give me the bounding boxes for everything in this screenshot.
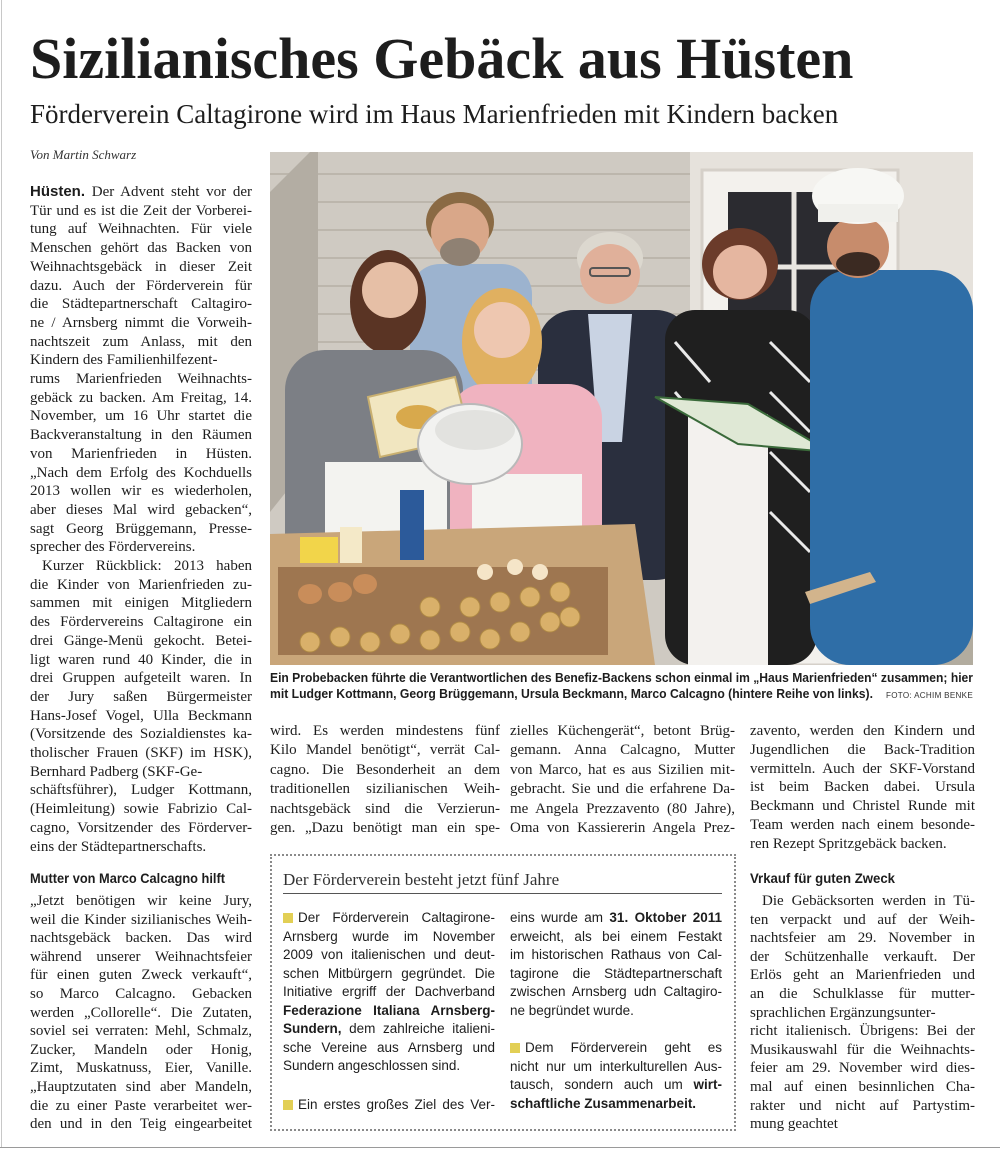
subhead-text: Mutter von Marco Calcagno hilft	[30, 871, 225, 886]
text-segment: gen. „Dazu benötigt man ein spe-	[270, 820, 500, 836]
photo-illustration	[270, 152, 973, 665]
text-segment: ren Rezept Spritzgebäck backen.	[750, 835, 947, 852]
text-line	[30, 651, 252, 670]
text-line	[750, 1059, 975, 1078]
text-line	[750, 985, 975, 1004]
text-segment: sagt Georg Brüggemann, Presse-	[30, 520, 252, 537]
text-segment: Hans-Josef Vogel, Ulla Beckmann	[30, 707, 252, 724]
text-line	[270, 761, 500, 780]
text-segment: von Marco, hat es aus Sizilien mit-	[510, 761, 735, 778]
byline	[30, 146, 136, 164]
text-line	[30, 594, 252, 613]
text-segment: Backveranstaltung in den Räumen	[30, 427, 252, 444]
text-segment: dem zahlreiche italieni-	[341, 1021, 495, 1036]
text-line	[750, 835, 947, 854]
text-segment: die zu einer Paste verarbeitet wer-	[30, 1097, 252, 1114]
text-line	[30, 763, 202, 782]
text-line	[30, 314, 252, 333]
text-line	[510, 1039, 722, 1058]
text-segment: „Hauptzutaten sind aber Mandeln,	[30, 1079, 252, 1095]
headline	[30, 28, 853, 90]
text-segment: Initiative ergriff der Dachverband	[283, 984, 495, 999]
text-segment: schen Mitbürgern gegründet. Die	[283, 965, 495, 981]
photo-caption-line-2	[270, 686, 889, 702]
text-segment: gebäck zu backen. Am Freitag, 14.	[30, 389, 252, 406]
text-segment: aber dieses Mal wird gebacken“,	[30, 501, 252, 518]
text-segment: „Nach dem Erfolg des Kochduells	[30, 464, 252, 481]
text-segment: (Heimleitung) sowie Fabrizio Cal-	[30, 801, 252, 818]
text-segment: Zucker, Mandeln oder Honig,	[30, 1041, 252, 1058]
text-line	[30, 538, 195, 557]
text-segment: ne / Arnsberg nimmt die Vorweih-	[30, 314, 252, 331]
text-line	[750, 1078, 975, 1097]
bold-text: wirt-	[693, 1077, 722, 1092]
text-segment: cagno, Vorsitzender des Förderver-	[30, 819, 252, 836]
text-line	[30, 1078, 252, 1097]
text-segment: Oma von Kassiererin Angela Prez-	[510, 820, 735, 836]
text-segment: im historischen Rathaus von Cal-	[510, 947, 722, 962]
bold-text: schaftliche Zusammenarbeit.	[510, 1095, 697, 1111]
text-segment: ten verpackt und auf der Weih-	[750, 911, 975, 928]
text-line	[270, 780, 500, 799]
text-line	[510, 741, 735, 760]
text-segment: soviel sei verraten: Mehl, Schmalz,	[30, 1023, 252, 1040]
text-segment: Der Advent steht vor der	[85, 184, 252, 200]
text-line	[30, 426, 252, 445]
text-segment: eins wurde am	[510, 910, 610, 925]
text-line	[30, 351, 217, 370]
text-line	[30, 220, 252, 239]
text-line	[283, 909, 495, 928]
text-line	[30, 183, 252, 202]
text-segment: sprecher des Fördervereins.	[30, 539, 196, 556]
text-line	[30, 464, 252, 483]
text-line	[510, 983, 722, 1002]
bold-text: Federazione Italiana Arnsberg-	[283, 1002, 495, 1018]
subtitle-text: Förderverein Caltagirone wird im Haus Marienfrieden mit Kindern backen	[30, 99, 839, 129]
text-segment: der Schützenhalle verkauft. Der	[750, 948, 975, 965]
text-segment: ligt waren rund 40 Kinder, die in	[30, 651, 252, 668]
bullet-square	[283, 1100, 293, 1110]
text-line	[510, 946, 722, 965]
text-line	[750, 760, 975, 779]
byline-text: Von Martin Schwarz	[30, 147, 137, 162]
text-line	[283, 1057, 460, 1076]
text-line	[30, 1059, 252, 1078]
text-line	[30, 520, 252, 539]
text-line	[510, 1076, 722, 1095]
text-segment: tausch, sondern auch um	[510, 1077, 694, 1092]
text-segment: nicht nur um interkulturellen Aus-	[510, 1058, 722, 1074]
text-segment: Die Gebäcksorten werden in Tü-	[762, 893, 975, 909]
text-line	[510, 1095, 696, 1114]
text-line	[510, 819, 735, 838]
text-line	[30, 966, 252, 985]
text-segment: eins der Städtepartnerschafts.	[30, 838, 207, 855]
text-segment: von Marienfrieden in Hüsten.	[30, 445, 252, 462]
text-line	[30, 501, 252, 520]
text-line	[30, 202, 252, 221]
infobox-title	[283, 870, 559, 890]
text-line	[30, 389, 252, 408]
text-line	[30, 277, 252, 296]
text-segment: Dem Förderverein geht es	[525, 1040, 722, 1055]
text-line	[510, 909, 722, 928]
text-segment: dazu. Auch der Förderverein für	[30, 277, 252, 294]
text-line	[750, 1041, 975, 1060]
text-segment: Musikauswahl für die Weihnachts-	[750, 1041, 975, 1058]
text-line	[30, 819, 252, 838]
subtitle	[30, 98, 838, 130]
text-segment: mung geachtet	[750, 1116, 838, 1133]
text-segment: feier am 29. November wird dies-	[750, 1060, 975, 1077]
article-photo	[270, 152, 973, 665]
text-line	[283, 983, 495, 1002]
text-line	[510, 780, 735, 799]
subhead-mutter	[30, 870, 236, 888]
text-segment: Kurzer Rückblick: 2013 haben	[42, 558, 252, 574]
text-segment: Kindern des Familienhilfezent-	[30, 352, 218, 369]
text-line	[30, 1022, 252, 1041]
photo-credit	[886, 688, 977, 702]
text-line	[30, 258, 252, 277]
text-segment: ne begründet wurde.	[510, 1002, 634, 1018]
text-segment: Sundern angeschlossen sind.	[283, 1058, 461, 1073]
text-segment: Der Förderverein Caltagirone-	[298, 910, 495, 925]
text-line	[283, 1096, 495, 1115]
text-line	[270, 722, 500, 741]
text-segment: erweicht, als bei einem Festakt	[510, 928, 722, 944]
infobox-title-text: Der Förderverein besteht jetzt fünf Jahre	[283, 870, 560, 889]
text-line	[30, 557, 252, 576]
text-line	[270, 819, 500, 838]
text-segment: „Jetzt benötigen wir keine Jury,	[30, 893, 252, 909]
text-segment: rums Marienfrieden Weihnachts-	[30, 371, 252, 387]
infobox-title-rule	[283, 893, 722, 894]
text-segment: nachtsgebäck sind die Verzierun-	[270, 800, 500, 817]
text-line	[30, 576, 252, 595]
text-line	[750, 1022, 975, 1041]
text-line	[30, 688, 252, 707]
text-segment: nachtsfeier am 29. November in	[750, 930, 975, 947]
text-segment: Jugendlichen die Back-Tradition	[750, 741, 975, 758]
text-line	[30, 892, 252, 911]
text-segment: während unserer Weihnachtsfeier	[30, 948, 252, 965]
text-line	[283, 965, 495, 984]
text-line	[510, 928, 722, 947]
text-segment: so Marco Calcagno. Gebacken	[30, 986, 252, 1002]
text-segment: zwischen Arnsberg udn Caltagiro-	[510, 984, 722, 999]
text-line	[30, 1041, 252, 1060]
text-segment: vermitteln. Auch der SKF-Vorstand	[750, 760, 975, 777]
text-segment: sprachlichen Ergänzungsunter-	[750, 1004, 936, 1021]
text-segment: des Fördervereins Caltagirone ein	[30, 614, 252, 631]
text-line	[30, 333, 252, 352]
text-line	[30, 985, 252, 1004]
text-line	[30, 295, 252, 314]
bold-text: Hüsten.	[30, 183, 86, 200]
text-line	[750, 1097, 975, 1116]
text-line	[750, 722, 975, 741]
text-line	[283, 1020, 495, 1039]
text-line	[30, 613, 252, 632]
text-line	[30, 407, 252, 426]
text-segment: sche Vereine aus Arnsberg und	[283, 1039, 495, 1055]
text-line	[283, 1002, 495, 1021]
text-segment: tholischer Frauen (SKF) im HSK),	[30, 745, 252, 761]
bullet-square	[283, 913, 293, 923]
text-line	[30, 911, 252, 930]
text-segment: tagirone die Städtepartnerschaft	[510, 965, 722, 981]
text-segment: Menschen gehört das Backen von	[30, 240, 252, 257]
text-segment: zielles Küchengerät“, betont Brüg-	[510, 723, 735, 739]
text-segment: schäftsführer), Ludger Kottmann,	[30, 782, 252, 799]
text-line	[510, 800, 735, 819]
text-line	[510, 722, 735, 741]
bold-text: Sundern,	[283, 1021, 342, 1036]
text-line	[510, 965, 722, 984]
text-segment: wird. Es werden mindestens fünf	[270, 723, 500, 739]
text-segment: 2013 wollen wir es wiederholen,	[30, 483, 252, 500]
text-segment: Beckmann und Christel Runde mit	[750, 798, 975, 815]
text-line	[750, 741, 975, 760]
bold-text: 31. Oktober 2011	[609, 910, 722, 925]
text-segment: me Angela Prezzavento (80 Jahre),	[510, 800, 735, 817]
text-line	[30, 1115, 252, 1134]
photo-credit-text: FOTO: ACHIM BENKE	[886, 690, 973, 700]
text-line	[510, 761, 735, 780]
text-segment: richt italienisch. Übrigens: Bei der	[750, 1023, 975, 1040]
text-segment: tung auf Weihnachten. Für viele	[30, 221, 252, 238]
text-segment: cagno. Die Besonderheit an dem	[270, 761, 500, 778]
text-line	[30, 948, 252, 967]
text-segment: Tür und es ist die Zeit der Vorberei-	[30, 202, 252, 219]
text-segment: drei Gänge-Menü gekocht. Betei-	[30, 632, 252, 649]
text-line	[750, 1004, 936, 1023]
caption-text: mit Ludger Kottmann, Georg Brüggemann, Ursula Beckmann, Marco Calcagno (hintere Reihe von links).	[270, 687, 873, 701]
subhead-verkauf	[750, 870, 899, 888]
text-line	[283, 1039, 495, 1058]
text-segment: Team werden nach einem besonde-	[750, 817, 975, 833]
text-line	[30, 929, 252, 948]
text-line	[30, 445, 252, 464]
text-line	[750, 1115, 838, 1134]
text-segment: Weihnachtsgebäck in dieser Zeit	[30, 258, 252, 275]
text-segment: rakter und nicht auf Partystim-	[750, 1097, 975, 1114]
subhead-text: Vrkauf für guten Zweck	[750, 871, 895, 886]
text-line	[750, 816, 975, 835]
text-line	[270, 741, 500, 760]
text-line	[30, 1097, 252, 1116]
text-line	[30, 707, 252, 726]
text-segment: 2009 von italienischen und deut-	[283, 947, 495, 962]
text-line	[30, 239, 252, 258]
text-segment: November, um 16 Uhr startet die	[30, 408, 252, 425]
text-segment: der Jury saßen Bürgermeister	[30, 688, 252, 705]
text-line	[510, 1002, 634, 1021]
text-line	[30, 669, 252, 688]
text-segment: Ein erstes großes Ziel des Ver-	[298, 1096, 495, 1112]
text-segment: mal auf einen besinnlichen Cha-	[750, 1079, 975, 1095]
text-line	[750, 797, 975, 816]
text-segment: nachtszeit zum Anlass, mit den	[30, 333, 252, 350]
text-segment: für einen guten Zweck verkauft“,	[30, 967, 252, 984]
text-line	[750, 929, 975, 948]
text-segment: Kilo Mandel benötigt“, verrät Cal-	[270, 742, 500, 759]
text-line	[750, 778, 975, 797]
bullet-square	[510, 1043, 520, 1053]
text-line	[510, 1058, 722, 1077]
text-segment: traditionellen sizilianischen Weih-	[270, 781, 500, 798]
text-line	[283, 928, 495, 947]
text-line	[30, 800, 252, 819]
text-line	[30, 482, 252, 501]
text-segment: die Kinder von Marienfrieden zu-	[30, 576, 252, 593]
text-segment: werden „Collorelle“. Die Zutaten,	[30, 1004, 252, 1021]
mixing-bowl	[418, 404, 522, 484]
text-line	[270, 800, 500, 819]
text-segment: zavento, werden den Kindern und	[750, 723, 975, 739]
photo-caption-line-1	[270, 670, 997, 686]
text-line	[30, 744, 252, 763]
text-segment: den und in den Teig eingearbeitet	[30, 1116, 252, 1133]
headline-text: Sizilianisches Gebäck aus Hüsten	[30, 26, 854, 91]
text-segment: gemann. Anna Calcagno, Mutter	[510, 742, 735, 759]
text-segment: Arnsberg wurde im November	[283, 928, 495, 944]
text-segment: sammen mit einigen Mitgliedern	[30, 595, 252, 612]
text-line	[30, 725, 252, 744]
text-segment: drei Gruppen aufgeteilt waren. In	[30, 670, 252, 687]
text-segment: (Vorsitzende des Sozialdienstes ka-	[30, 726, 252, 743]
text-line	[283, 946, 495, 965]
text-segment: Bernhard Padberg (SKF-Ge-	[30, 763, 203, 780]
page-bottom-edge	[0, 1147, 1000, 1148]
text-line	[750, 948, 975, 967]
text-line	[30, 1004, 252, 1023]
text-line	[30, 781, 252, 800]
text-segment: nachtsgebäck backen. Das wird	[30, 930, 252, 947]
text-segment: gebracht. Sie und die erfahrene Da-	[510, 781, 735, 798]
caption-text: Ein Probebacken führte die Verantwortlichen des Benefiz-Backens schon einmal im „Haus Marienfrieden“ zusammen; hier	[270, 671, 973, 685]
text-line	[30, 838, 206, 857]
text-line	[750, 911, 975, 930]
text-segment: die Städtepartnerschaft Caltagiro-	[30, 296, 252, 313]
text-line	[30, 632, 252, 651]
text-line	[750, 892, 975, 911]
text-line	[750, 966, 975, 985]
text-segment: Erlös geht an Marienfrieden und	[750, 967, 975, 984]
page-left-edge	[1, 0, 2, 1147]
text-segment: ist beim Backen dabei. Ursula	[750, 779, 975, 796]
text-segment: an die Schulklasse für mutter-	[750, 986, 975, 1002]
text-line	[30, 370, 252, 389]
text-segment: weil die Kinder sizilianisches Weih-	[30, 911, 252, 928]
text-segment: Zimt, Muskatnuss, Eier, Vanille.	[30, 1060, 252, 1077]
